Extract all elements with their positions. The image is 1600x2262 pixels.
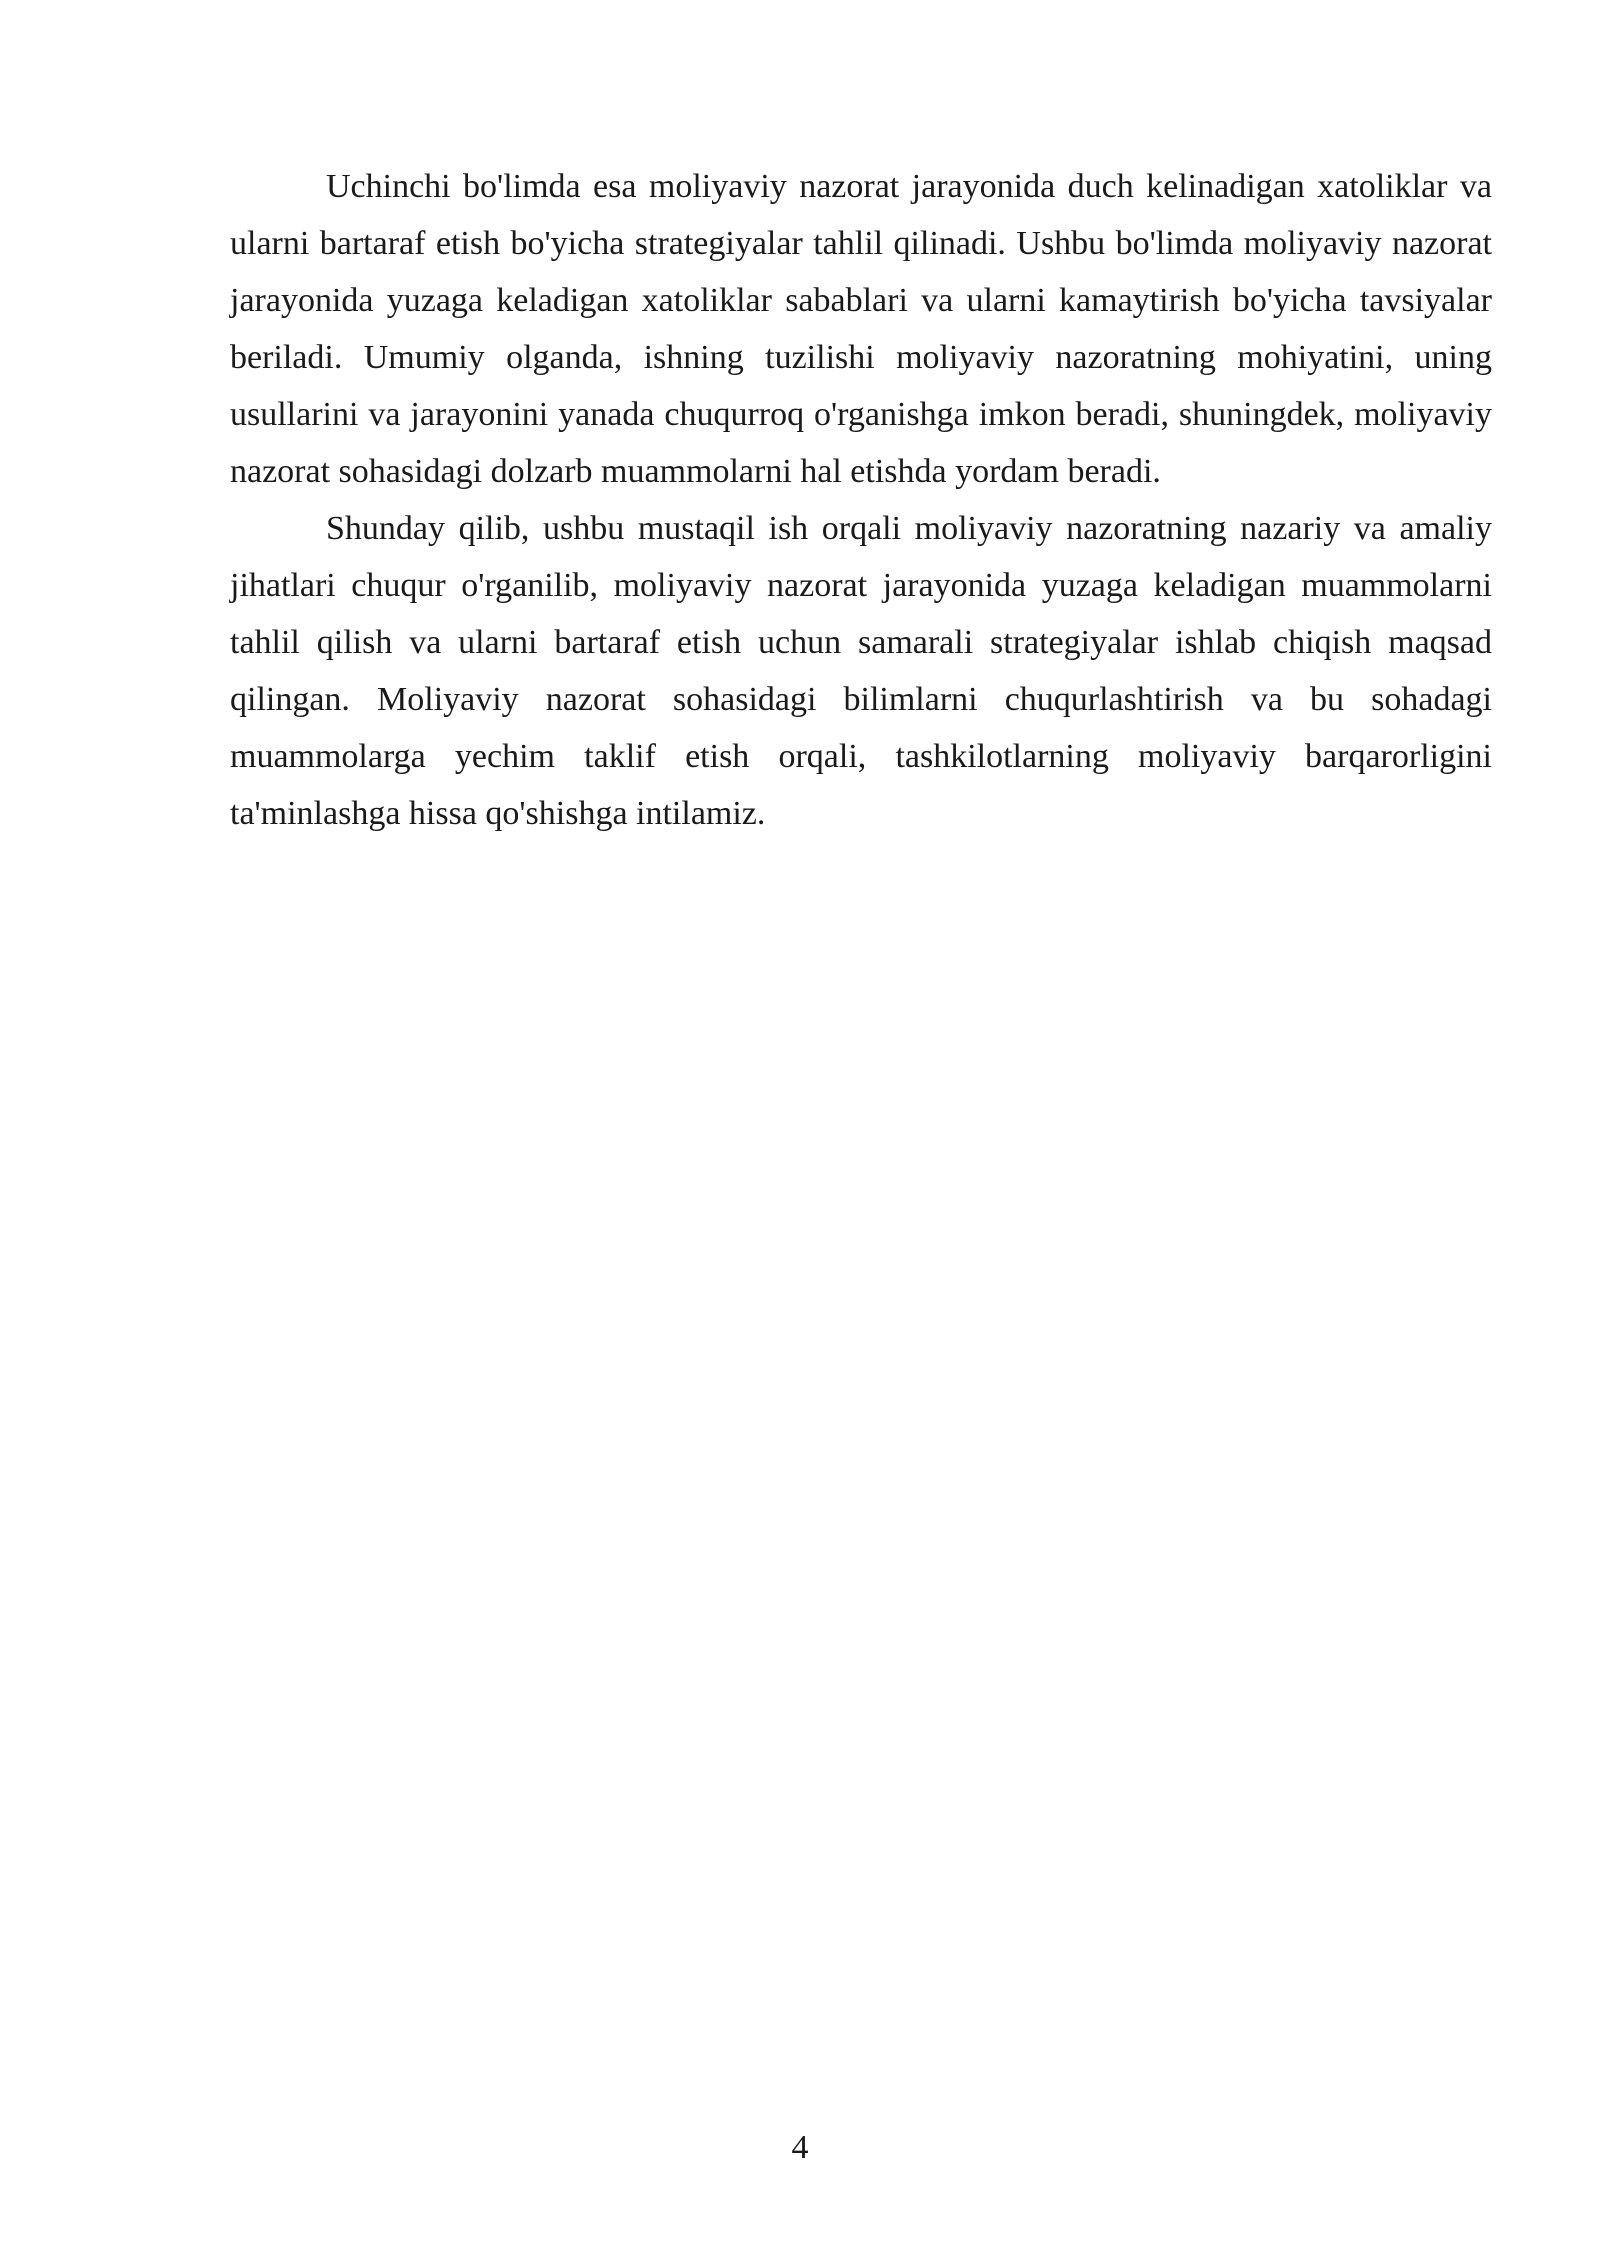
paragraph-1: Uchinchi bo'limda esa moliyaviy nazorat jarayonida duch kelinadigan xatoliklar va ularni bartaraf etish bo'yicha strategiyalar tahlil qilinadi. Ushbu bo'limda moliyaviy nazorat jarayonida yuzaga keladigan xatoliklar sabablari va ularni kamaytirish bo'yicha tavsiyalar beriladi. Umumiy olganda, ishning tuzilishi moliyaviy nazoratning mohiyatini, uning usullarini va jarayonini yanada chuqurroq o'rganishga imkon beradi, shuningdek, moliyaviy nazorat sohasidagi dolzarb muammolarni hal etishda yordam beradi. xyxy=(230,168,1492,490)
body-text xyxy=(230,158,1492,842)
page-number: 4 xyxy=(791,2129,809,2166)
paragraph-2: Shunday qilib, ushbu mustaqil ish orqali moliyaviy nazoratning nazariy va amaliy jihatlari chuqur o'rganilib, moliyaviy nazorat jarayonida yuzaga keladigan muammolarni tahlil qilish va ularni bartaraf etish uchun samarali strategiyalar ishlab chiqish maqsad qilingan. Moliyaviy nazorat sohasidagi bilimlarni chuqurlashtirish va bu sohadagi muammolarga yechim taklif etish orqali, tashkilotlarning moliyaviy barqarorligini ta'minlashga hissa qo'shishga intilamiz. xyxy=(230,510,1492,832)
